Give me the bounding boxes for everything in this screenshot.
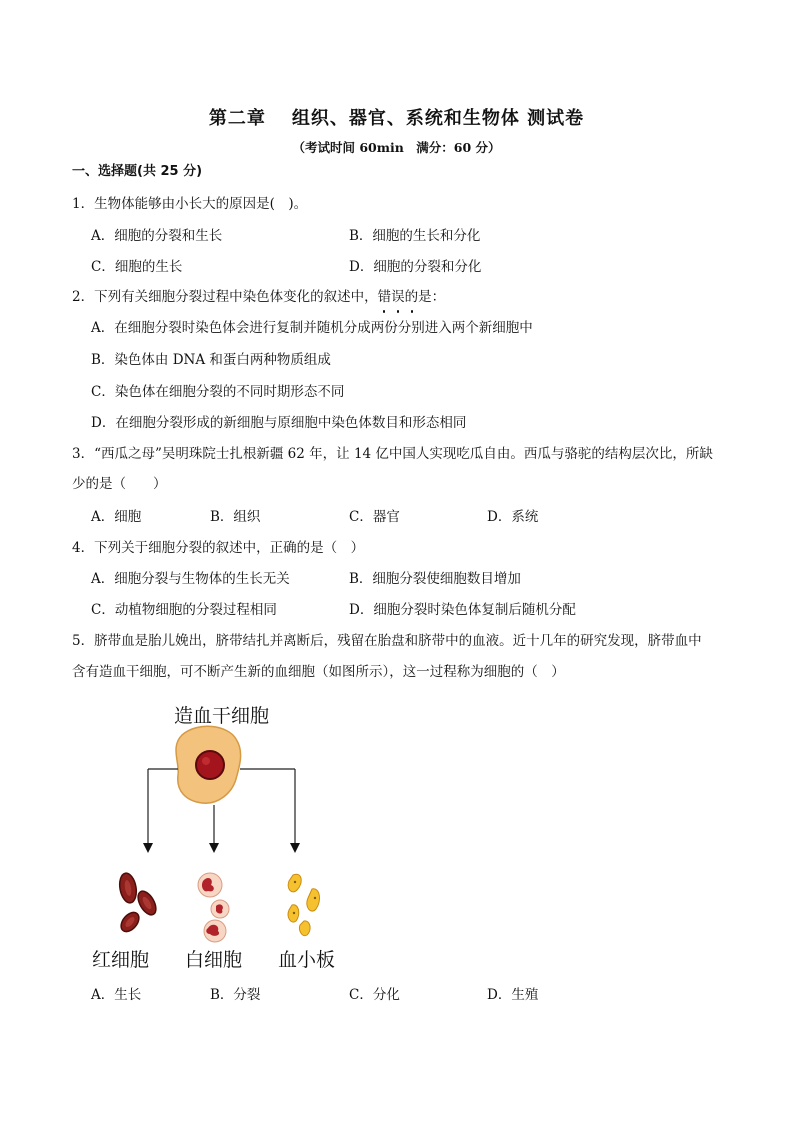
q4-option-c: C．动植物细胞的分裂过程相同 [91,602,277,618]
q5-option-a: A．生长 [91,987,142,1003]
exam-info: （考试时间 60min 满分：60 分） [292,140,501,155]
q2-option-b: B．染色体由 DNA 和蛋白两种物质组成 [91,352,331,368]
stem-cell-figure [90,695,370,975]
chapter-label: 第二章 [208,108,266,129]
q5-option-c: C．分化 [349,987,400,1003]
q2-stem [72,287,445,307]
arrow-head-left [143,843,153,853]
q1-option-d: D．细胞的分裂和分化 [349,259,482,275]
q2-stem-pre: 2．下列有关细胞分裂过程中染色体变化的叙述中， [72,289,378,305]
q1-stem: 1．生物体能够由小长大的原因是( )。 [72,196,308,212]
white-blood-cells [198,873,229,942]
q3-option-a: A．细胞 [91,509,142,525]
white-cell-label: 白细胞 [185,949,243,971]
q2-option-a: A．在细胞分裂时染色体会进行复制并随机分成两份分别进入两个新细胞中 [91,320,533,336]
q5-option-b: B．分裂 [210,987,261,1003]
page-title [0,104,793,130]
q1-option-a: A．细胞的分裂和生长 [91,228,223,244]
arrow-head-middle [209,843,219,853]
q4-option-d: D．细胞分裂时染色体复制后随机分配 [349,602,576,618]
q3-stem-line1: 3．“西瓜之母”吴明珠院士扎根新疆 62 年，让 14 亿中国人实现吃瓜自由。西瓜与骆驼的结构层次比，所缺 [72,446,713,462]
q2-stem-post: 是： [418,289,446,305]
emphasis-dot [397,310,400,313]
arrow-head-right [290,843,300,853]
emphasis-dot [383,310,386,313]
q2-emphasis [378,289,419,305]
red-cell-label: 红细胞 [92,949,150,971]
stem-cell-label: 造血干细胞 [174,705,270,727]
stem-cell-diagram [90,695,370,975]
q4-option-a: A．细胞分裂与生物体的生长无关 [91,571,290,587]
q3-option-d: D．系统 [487,509,539,525]
platelet-label: 血小板 [278,949,336,971]
q5-stem-line1: 5．脐带血是胎儿娩出，脐带结扎并离断后，残留在胎盘和脐带中的血液。近十几年的研究发现，脐带血中 [72,633,702,649]
nucleus-highlight [202,757,210,765]
platelets [288,874,319,935]
q1-option-b: B．细胞的生长和分化 [349,228,481,244]
q4-stem: 4．下列关于细胞分裂的叙述中，正确的是（ ） [72,540,365,556]
q3-option-c: C．器官 [349,509,400,525]
q3-option-b: B．组织 [210,509,261,525]
q5-option-d: D．生殖 [487,987,539,1003]
q3-stem-line2: 少的是（ ） [72,476,167,492]
q2-emphasis-text: 错误的 [377,289,419,305]
chapter-name: 组织、器官、系统和生物体 测试卷 [291,108,585,129]
q2-option-c: C．染色体在细胞分裂的不同时期形态不同 [91,384,345,400]
q1-option-c: C．细胞的生长 [91,259,183,275]
q5-stem-line2: 含有造血干细胞，可不断产生新的血细胞（如图所示），这一过程称为细胞的（ ） [72,664,565,680]
stem-cell-nucleus [196,751,224,779]
q2-option-d: D．在细胞分裂形成的新细胞与原细胞中染色体数目和形态相同 [91,415,467,431]
red-blood-cells [118,872,160,935]
q4-option-b: B．细胞分裂使细胞数目增加 [349,571,521,587]
section-heading: 一、选择题(共 25 分) [72,164,203,179]
emphasis-dot [411,310,414,313]
